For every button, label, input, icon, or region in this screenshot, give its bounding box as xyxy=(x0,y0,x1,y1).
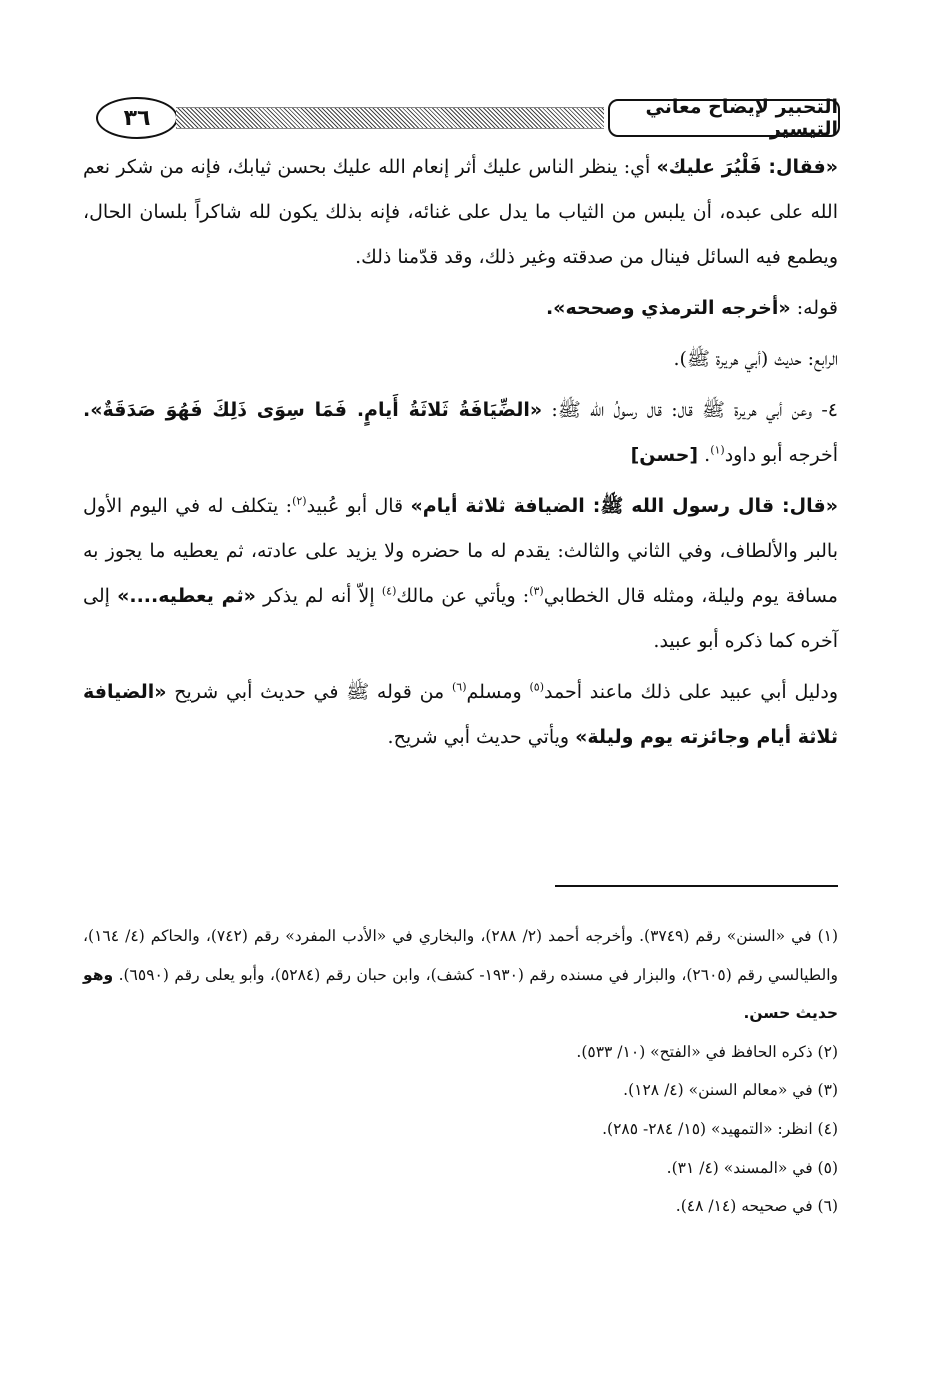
paragraph-text: قال أبو عُبيد xyxy=(306,495,411,517)
footnote-4: (٤) انظر: «التمهيد» (١٥/ ٢٨٤- ٢٨٥). xyxy=(602,1119,838,1138)
footnote-ref: (١) xyxy=(710,443,725,457)
main-text xyxy=(83,145,838,760)
footnote-5: (٥) في «المسند» (٤/ ٣١). xyxy=(666,1158,838,1177)
paragraph-text: إلاّ أنه لم يذكر xyxy=(255,585,382,607)
paragraph-3: الرابع: حديث (أبي هريرة ﷺ). xyxy=(673,348,838,370)
paragraph-text: : يتكلف له في اليوم الأول بالبر والألطاف، وفي الثاني والثالث: يقدم له ما حضره ولا يزيد على عادته، ثم يعطيه ما يجوز به مسافة يوم وليلة، ومثله قال الخطابي xyxy=(83,495,838,607)
paragraph-text: ويأتي حديث أبي شريح. xyxy=(387,726,576,748)
hadith-4 xyxy=(83,388,838,478)
quote-bold: «فقال: فَلْيُرَ عليك» xyxy=(656,156,838,178)
footnote-bold: وهو حديث حسن. xyxy=(83,965,838,1023)
quote-bold: «قال: قال رسول الله ﷺ: الضيافة ثلاثة أيام» xyxy=(410,495,838,517)
paragraph-text: ودليل أبي عبيد على ذلك ماعند أحمد xyxy=(544,681,838,703)
quote-bold: «ثم يعطيه....» xyxy=(117,585,256,607)
paragraph-text: قوله: xyxy=(790,297,838,319)
footnote-ref: (٤) xyxy=(381,584,397,598)
quote-bold: «أخرجه الترمذي وصححه». xyxy=(545,297,791,319)
footnote-6: (٦) في صحيحه (١٤/ ٤٨). xyxy=(675,1197,838,1216)
footnote-1 xyxy=(83,917,838,1033)
paragraph-text: ٤- وعن أبي هريرة ﷺ قال: قال رسولُ الله ﷺ: xyxy=(542,399,838,421)
footnote-text: (١) في «السنن» رقم (٣٧٤٩). وأخرجه أحمد (٢/ ٢٨٨)، والبخاري في «الأدب المفرد» رقم (٧٤٢)، والحاكم (٤/ ١٦٤)، والطيالسي رقم (٢٦٠٥)، والبزار في مسنده رقم (١٩٣٠- كشف)، وابن حبان رقم (٥٢٨٤)، وأبو يعلى رقم (٦٥٩٠). xyxy=(83,927,839,984)
header-ornament xyxy=(176,107,604,129)
hadith-text-bold: «الضِّيَافَةُ ثَلاثَةُ أَيامٍ. فَمَا سِوَى ذَلِكَ فَهُوَ صَدَقَةٌ». xyxy=(83,399,543,421)
footnotes xyxy=(83,917,838,1226)
footnote-ref: (٥) xyxy=(529,680,544,694)
paragraph-text: ومسلم xyxy=(466,681,530,703)
hadith-grade: [حسن] xyxy=(630,444,699,466)
paragraph-5 xyxy=(83,484,838,664)
paragraph-1 xyxy=(83,145,838,280)
book-title: التحبير لإيضاح معاني التيسير xyxy=(608,99,840,137)
paragraph-text: إلى آخره كما ذكره أبو عبيد. xyxy=(83,585,838,652)
paragraph-text: من قوله ﷺ في حديث أبي شريح xyxy=(166,681,452,703)
paragraph-text: أي: ينظر الناس عليك أثر إنعام الله عليك بحسن ثيابك، فإنه من شكر نعم الله على عبده، أن يلبس من الثياب ما يدل على غنائه، فإنه بذلك يكون لله شاكراً بلسان الحال، ويطمع فيه السائل فينال من صدقته وغير ذلك، وقد قدّمنا ذلك. xyxy=(83,156,838,268)
footnote-ref: (٢) xyxy=(292,494,307,508)
paragraph-6 xyxy=(83,670,838,760)
footnote-ref: (٣) xyxy=(529,584,544,598)
page-header xyxy=(80,95,840,141)
page-number: ٣٦ xyxy=(96,97,178,139)
paragraph-2 xyxy=(83,286,838,331)
footnote-ref: (٦) xyxy=(451,680,467,694)
footnote-divider xyxy=(555,885,838,887)
paragraph-text: . xyxy=(698,444,711,466)
quote-bold: «الضيافة ثلاثة أيام وجائزته يوم وليلة» xyxy=(83,681,838,748)
footnote-3: (٣) في «معالم السنن» (٤/ ١٢٨). xyxy=(623,1081,838,1100)
footnote-2: (٢) ذكره الحافظ في «الفتح» (١٠/ ٥٣٣). xyxy=(576,1042,838,1061)
paragraph-text: أخرجه أبو داود xyxy=(724,444,838,466)
paragraph-text: : ويأتي عن مالك xyxy=(396,585,530,607)
